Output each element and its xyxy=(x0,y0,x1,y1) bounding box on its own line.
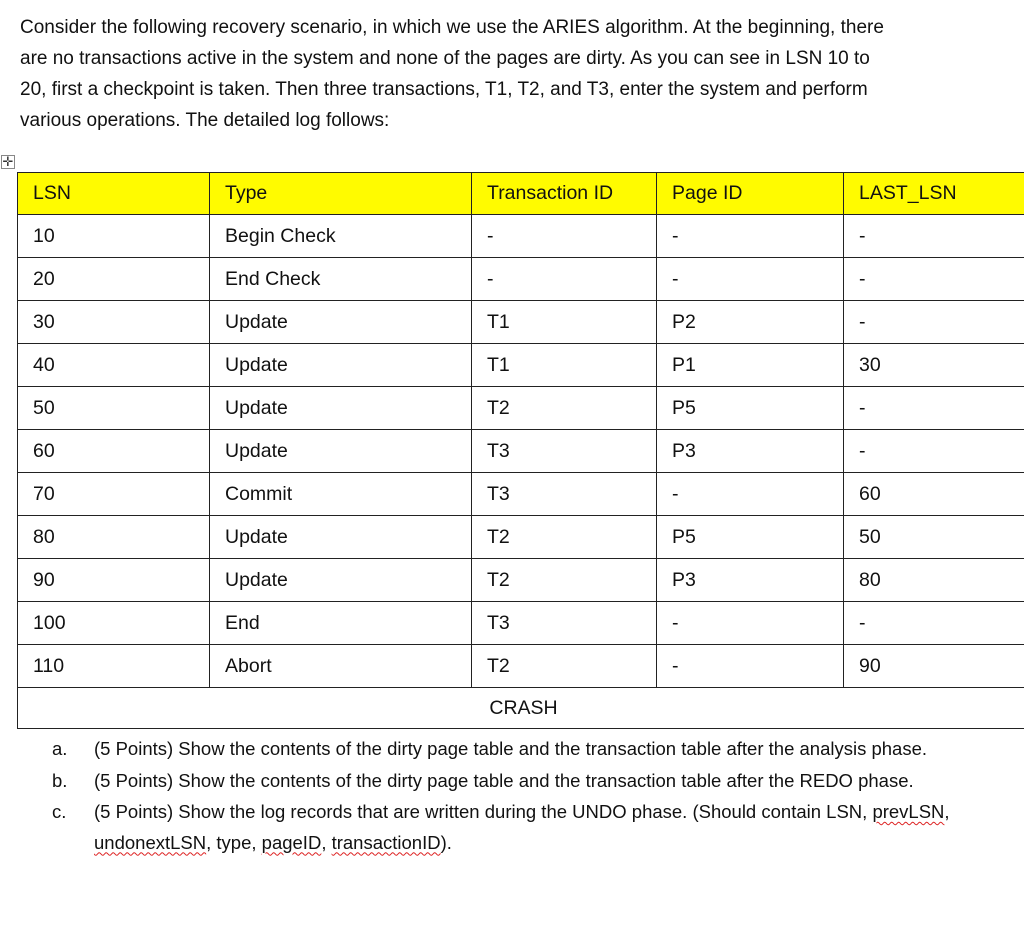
cell-transaction-id: T1 xyxy=(472,301,657,344)
cell-page-id: P5 xyxy=(657,516,844,559)
table-row xyxy=(18,301,1024,344)
cell-type: Update xyxy=(210,387,472,430)
cell-transaction-id: - xyxy=(472,215,657,258)
cell-lsn: 90 xyxy=(18,559,210,602)
cell-transaction-id: T3 xyxy=(472,602,657,645)
cell-transaction-id: T2 xyxy=(472,559,657,602)
cell-transaction-id: T2 xyxy=(472,516,657,559)
cell-lsn: 100 xyxy=(18,602,210,645)
table-row xyxy=(18,559,1024,602)
cell-last-lsn: - xyxy=(844,430,1024,473)
intro-line: are no transactions active in the system and none of the pages are dirty. As you can see in LSN 10 to xyxy=(20,48,870,69)
question-item xyxy=(52,734,992,765)
log-table-header-row xyxy=(18,173,1024,215)
question-text: (5 Points) Show the contents of the dirty page table and the transaction table after the analysis phase. xyxy=(94,738,928,759)
cell-lsn: 80 xyxy=(18,516,210,559)
cell-page-id: P5 xyxy=(657,387,844,430)
intro-line: various operations. The detailed log follows: xyxy=(20,110,390,131)
cell-lsn: 30 xyxy=(18,301,210,344)
cell-type: Update xyxy=(210,430,472,473)
table-row xyxy=(18,602,1024,645)
question-text-part: , xyxy=(321,831,332,853)
table-row xyxy=(18,258,1024,301)
cell-lsn: 50 xyxy=(18,387,210,430)
question-marker: c. xyxy=(52,801,67,822)
intro-paragraph xyxy=(20,12,1010,136)
question-list xyxy=(52,734,992,859)
cell-transaction-id: T2 xyxy=(472,645,657,688)
question-text-part: , xyxy=(944,801,950,822)
cell-page-id: - xyxy=(657,645,844,688)
cell-lsn: 70 xyxy=(18,473,210,516)
question-marker: b. xyxy=(52,769,68,791)
cell-last-lsn: - xyxy=(844,387,1024,430)
cell-transaction-id: T3 xyxy=(472,430,657,473)
col-header-type: Type xyxy=(210,173,472,215)
cell-last-lsn: 90 xyxy=(844,645,1024,688)
cell-page-id: P3 xyxy=(657,559,844,602)
question-text: (5 Points) Show the contents of the dirty page table and the transaction table after the REDO phase. xyxy=(94,769,914,791)
field-name-transactionid: transactionID xyxy=(331,831,441,853)
log-table xyxy=(17,172,1024,729)
question-text-part: (5 Points) Show the log records that are written during the UNDO phase. (Should contain LSN, xyxy=(94,801,873,822)
cell-type: Update xyxy=(210,516,472,559)
cell-type: Update xyxy=(210,344,472,387)
cell-lsn: 10 xyxy=(18,215,210,258)
intro-line: 20, first a checkpoint is taken. Then three transactions, T1, T2, and T3, enter the system and perform xyxy=(20,79,868,100)
cell-transaction-id: T2 xyxy=(472,387,657,430)
table-row xyxy=(18,344,1024,387)
cell-last-lsn: - xyxy=(844,258,1024,301)
cell-lsn: 40 xyxy=(18,344,210,387)
cell-last-lsn: 80 xyxy=(844,559,1024,602)
table-row xyxy=(18,645,1024,688)
crash-label: CRASH xyxy=(18,688,1024,729)
col-header-last-lsn: LAST_LSN xyxy=(844,173,1024,215)
cell-page-id: - xyxy=(657,215,844,258)
cell-type: End Check xyxy=(210,258,472,301)
cell-lsn: 20 xyxy=(18,258,210,301)
cell-type: Update xyxy=(210,559,472,602)
cell-type: End xyxy=(210,602,472,645)
col-header-transaction-id: Transaction ID xyxy=(472,173,657,215)
question-item xyxy=(52,766,992,797)
field-name-undonextlsn: undonextLSN xyxy=(94,831,207,853)
intro-line: Consider the following recovery scenario, in which we use the ARIES algorithm. At the beginning, there xyxy=(20,17,884,38)
cell-lsn: 110 xyxy=(18,645,210,688)
cell-lsn: 60 xyxy=(18,430,210,473)
cell-page-id: - xyxy=(657,602,844,645)
table-row xyxy=(18,473,1024,516)
field-name-prevlsn: prevLSN xyxy=(872,801,945,822)
cell-transaction-id: - xyxy=(472,258,657,301)
table-row xyxy=(18,387,1024,430)
cell-type: Begin Check xyxy=(210,215,472,258)
question-text xyxy=(94,797,992,858)
cell-last-lsn: 50 xyxy=(844,516,1024,559)
table-row xyxy=(18,215,1024,258)
col-header-page-id: Page ID xyxy=(657,173,844,215)
col-header-lsn: LSN xyxy=(18,173,210,215)
cell-last-lsn: 60 xyxy=(844,473,1024,516)
cell-type: Update xyxy=(210,301,472,344)
question-text-part: ). xyxy=(440,831,452,853)
cell-last-lsn: - xyxy=(844,301,1024,344)
question-marker: a. xyxy=(52,738,68,759)
cell-type: Abort xyxy=(210,645,472,688)
cell-page-id: P3 xyxy=(657,430,844,473)
table-row xyxy=(18,430,1024,473)
cell-page-id: P2 xyxy=(657,301,844,344)
cell-last-lsn: - xyxy=(844,602,1024,645)
cell-page-id: - xyxy=(657,473,844,516)
move-cross-icon[interactable]: ✛ xyxy=(2,154,14,169)
field-name-pageid: pageID xyxy=(261,831,322,853)
question-text-part: , type, xyxy=(206,831,262,853)
cell-last-lsn: 30 xyxy=(844,344,1024,387)
question-item xyxy=(52,797,992,858)
crash-row xyxy=(18,688,1024,729)
table-row xyxy=(18,516,1024,559)
cell-transaction-id: T3 xyxy=(472,473,657,516)
cell-type: Commit xyxy=(210,473,472,516)
cell-last-lsn: - xyxy=(844,215,1024,258)
cell-page-id: - xyxy=(657,258,844,301)
cell-page-id: P1 xyxy=(657,344,844,387)
cell-transaction-id: T1 xyxy=(472,344,657,387)
